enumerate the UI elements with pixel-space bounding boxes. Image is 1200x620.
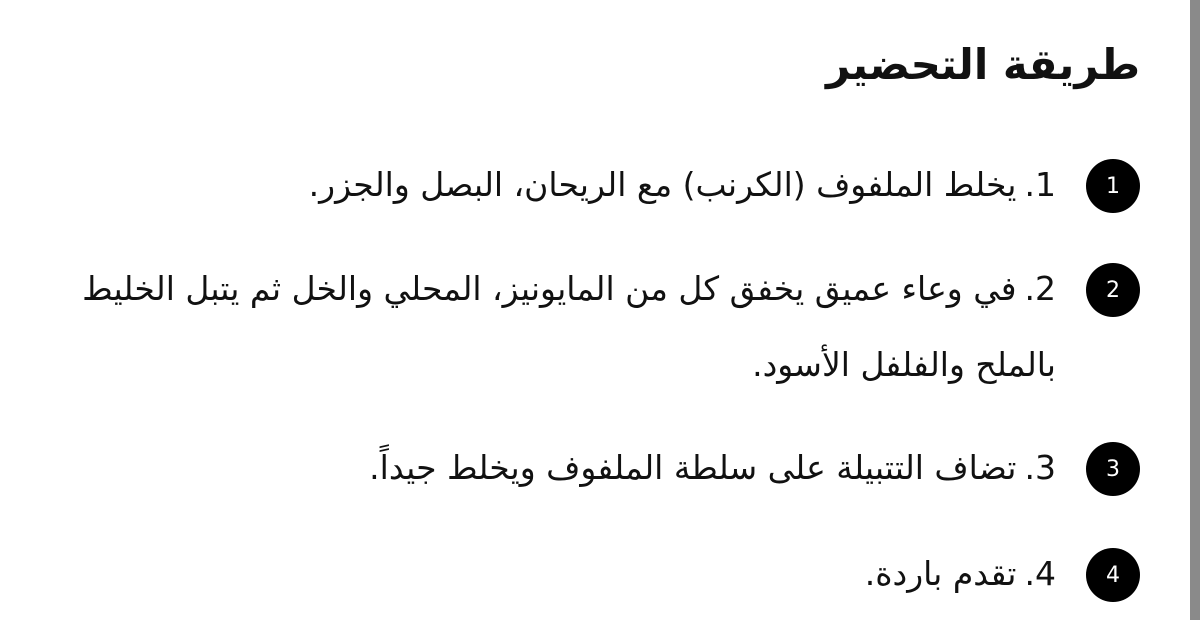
step-number: 1. [1024,165,1056,204]
step-description: يخلط الملفوف (الكرنب) مع الريحان، البصل والجزر. [308,165,1017,204]
step-text [46,251,1056,403]
step-description: تقدم باردة. [864,554,1017,593]
step-text [46,430,1056,506]
step-number-badge: 4 [1086,548,1140,602]
step-text [46,147,1056,223]
right-divider-bar [1190,0,1200,620]
step-2 [40,251,1140,403]
step-text [46,536,1056,612]
step-number: 4. [1024,554,1056,593]
section-heading: طريقة التحضير [825,40,1140,89]
step-1 [40,147,1140,223]
step-number: 2. [1024,269,1056,308]
step-description: تضاف التتبيلة على سلطة الملفوف ويخلط جيداً. [369,448,1017,487]
step-number-badge: 1 [1086,159,1140,213]
step-4 [40,536,1140,612]
step-number: 3. [1024,448,1056,487]
step-description: في وعاء عميق يخفق كل من المايونيز، المحلي والخل ثم يتبل الخليط بالملح والفلفل الأسود. [82,269,1056,384]
step-number-badge: 2 [1086,263,1140,317]
recipe-instructions [40,0,1140,620]
step-number-badge: 3 [1086,442,1140,496]
step-3 [40,430,1140,506]
